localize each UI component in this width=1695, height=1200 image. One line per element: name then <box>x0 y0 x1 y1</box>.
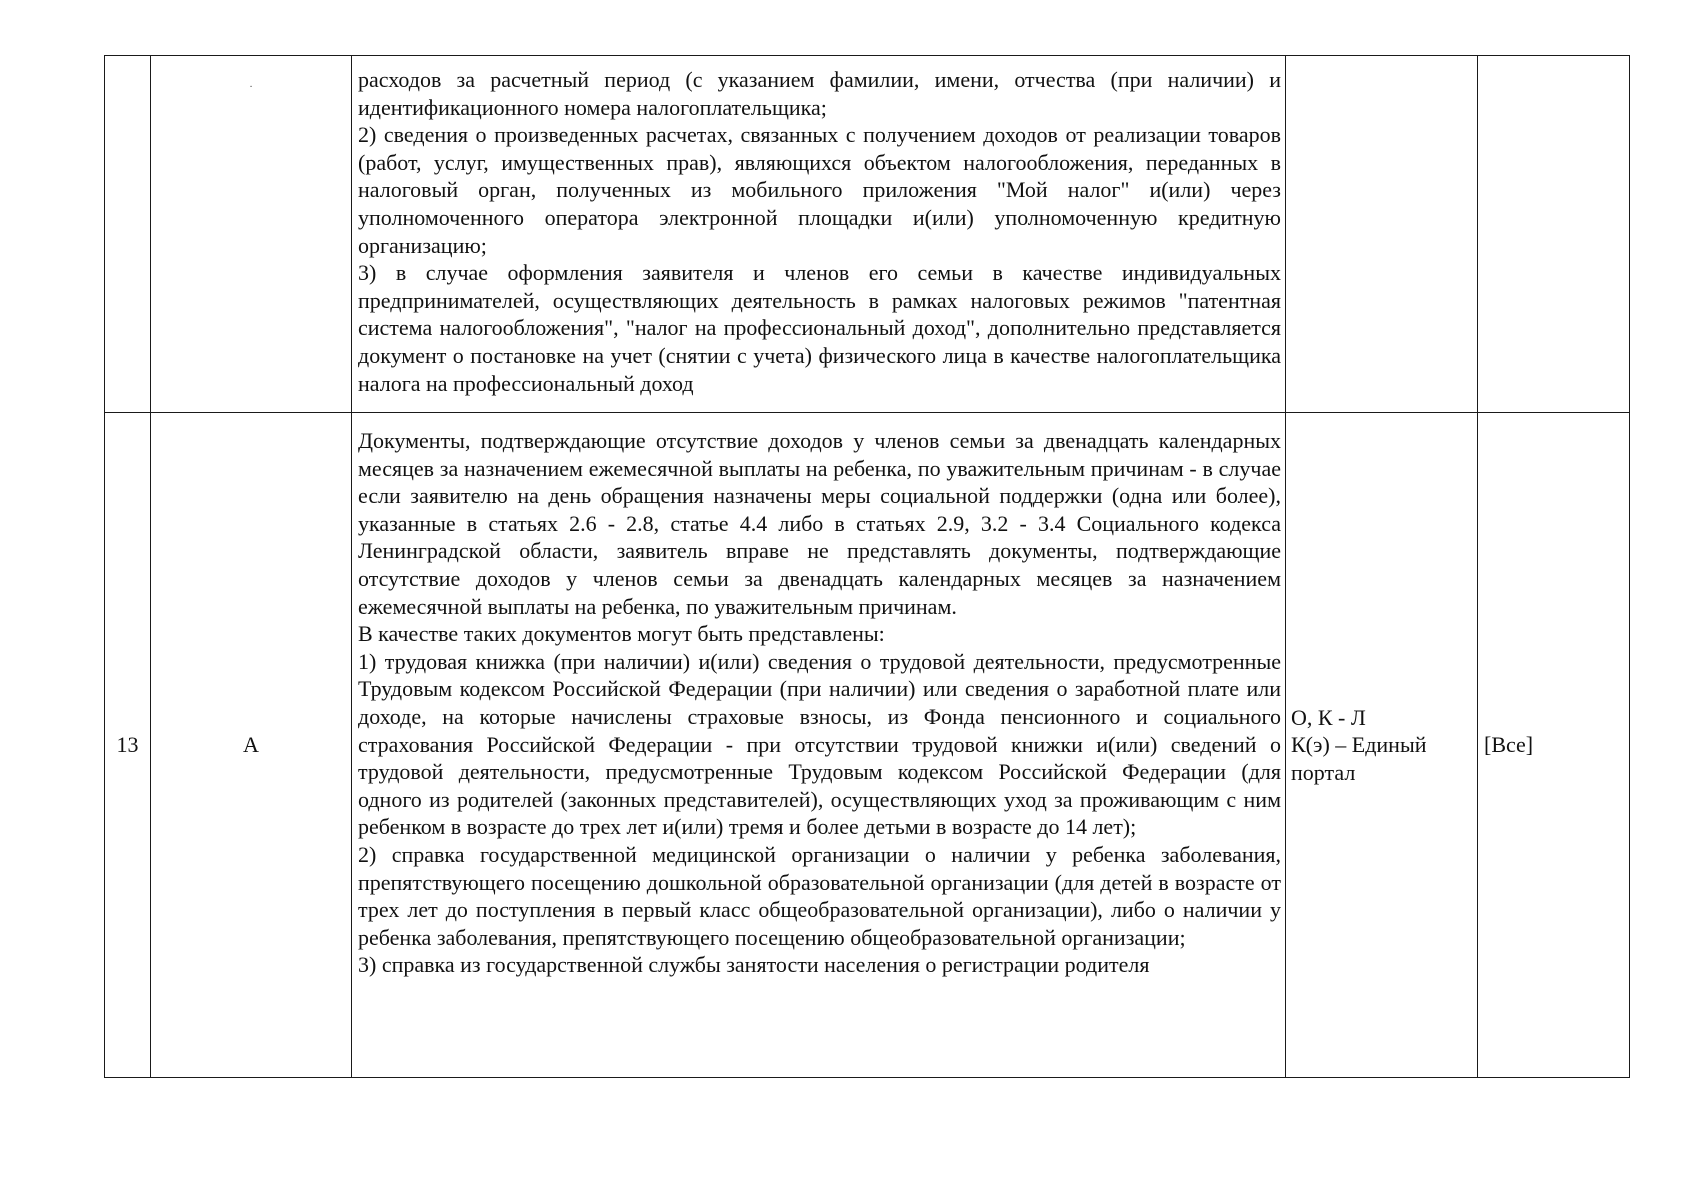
description-paragraph: 1) трудовая книжка (при наличии) и(или) сведения о трудовой деятельности, предусмотренные Трудовым кодексом Российской Федерации (при наличии) или сведения о заработной плате или доходе, на которые начислены страховые взносы, из Фонда пенсионного и социального страхования Российской Федерации - при отсутствии трудовой книжки и(или) сведений о трудовой деятельности, предусмотренные Трудовым кодексом Российской Федерации (для одного из родителей (законных представителей), осуществляющих уход за проживающим с ним ребенком в возрасте до трех лет и(или) тремя и более детьми в возрасте до 14 лет); <box>358 648 1281 840</box>
description-paragraph: расходов за расчетный период (с указанием фамилии, имени, отчества (при наличии) и идентификационного номера налогоплательщика; <box>358 67 1281 120</box>
submission-mode-line: портал <box>1291 759 1356 785</box>
submission-mode-line: К(э) – Единый <box>1291 732 1427 758</box>
applicability-cell: [Все] <box>1478 413 1630 1078</box>
table-row <box>105 56 1630 413</box>
applicability-cell <box>1478 56 1630 413</box>
description-paragraph: Документы, подтверждающие отсутствие доходов у членов семьи за двенадцать календарных месяцев за назначением ежемесячной выплаты на ребенка, по уважительным причинам - в случае если заявителю на день обращения назначены меры социальной поддержки (одна или более), указанные в статьях 2.6 - 2.8, статье 4.4 либо в статьях 2.9, 3.2 - 3.4 Социального кодекса Ленинградской области, заявитель вправе не представлять документы, подтверждающие отсутствие доходов у членов семьи за двенадцать календарных месяцев за назначением ежемесячной выплаты на ребенка, по уважительным причинам. <box>358 428 1281 619</box>
scan-mark: · <box>249 82 253 93</box>
description-paragraph: 2) справка государственной медицинской организации о наличии у ребенка заболевания, препятствующего посещению дошкольной образовательной организации (для детей в возрасте от трех лет до поступления в первый класс общеобразовательной организации), либо о наличии у ребенка заболевания, препятствующего посещению общеобразовательной организации; <box>358 841 1281 950</box>
document-type-cell: А <box>151 413 352 1078</box>
submission-mode-cell <box>1286 56 1478 413</box>
document-table <box>104 55 1630 1078</box>
row-number-cell <box>105 56 151 413</box>
submission-mode-cell <box>1286 413 1478 1078</box>
description-paragraph: 3) в случае оформления заявителя и членов его семьи в качестве индивидуальных предпринимателей, осуществляющих деятельность в рамках налоговых режимов "патентная система налогообложения", "налог на профессиональный доход", дополнительно представляется документ о постановке на учет (снятии с учета) физического лица в качестве налогоплательщика налога на профессиональный доход <box>358 260 1281 396</box>
table-row <box>105 413 1630 1078</box>
document-type-cell <box>151 56 352 413</box>
description-paragraph: 3) справка из государственной службы занятости населения о регистрации родителя <box>358 952 1150 978</box>
row-number-cell: 13 <box>105 413 151 1078</box>
document-description-cell <box>352 56 1286 413</box>
submission-mode-line: О, К - Л <box>1291 704 1366 730</box>
description-paragraph: В качестве таких документов могут быть представлены: <box>358 621 885 647</box>
document-description-cell <box>352 413 1286 1078</box>
description-paragraph: 2) сведения о произведенных расчетах, связанных с получением доходов от реализации товаров (работ, услуг, имущественных прав), являющихся объектом налогообложения, переданных в налоговый орган, полученных из мобильного приложения "Мой налог" и(или) через уполномоченного оператора электронной площадки и(или) уполномоченную кредитную организацию; <box>358 122 1281 258</box>
